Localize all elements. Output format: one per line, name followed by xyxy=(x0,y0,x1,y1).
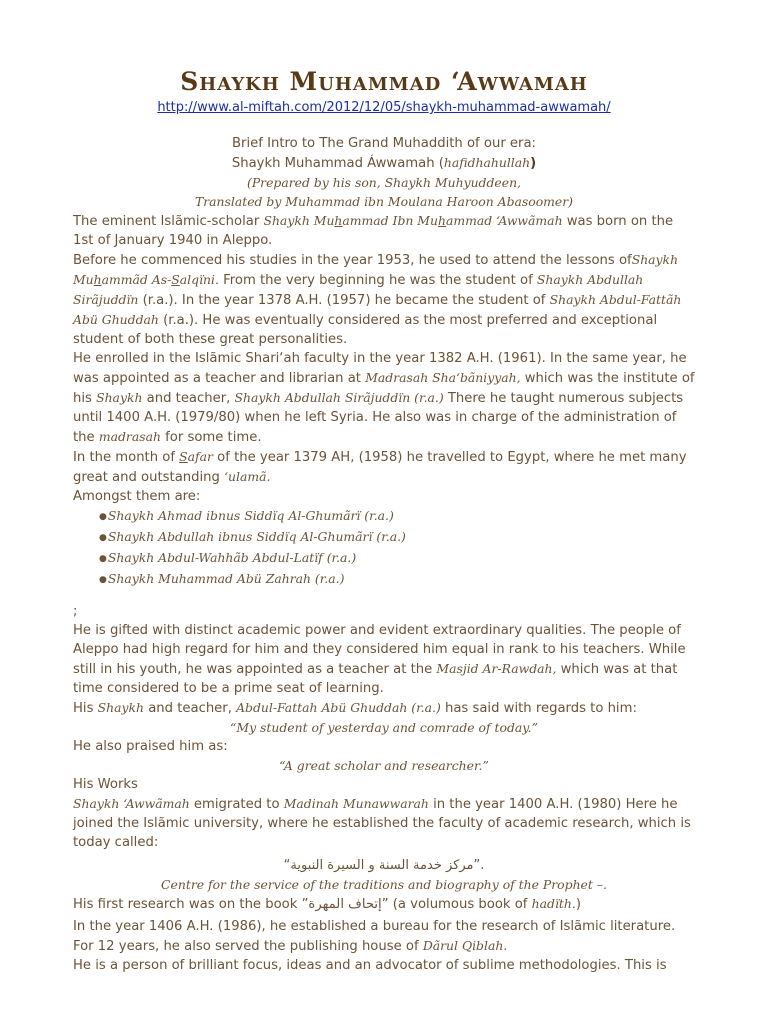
text-span: which was at that time considered to be a prime seat of learning. xyxy=(73,662,678,696)
semicolon-line: ; xyxy=(73,604,78,619)
scholar-name: Shaykh ‘Awwãmah xyxy=(73,796,190,811)
name-part: S xyxy=(171,272,180,287)
quote-comrade: “My student of yesterday and comrade of today.” xyxy=(230,720,538,735)
intro-name: Shaykh Muhammad Áwwamah ( xyxy=(231,156,444,171)
text-span: Before he commenced his studies in the year 1953, he used to attend the lessons of xyxy=(73,253,632,268)
text-span: ” (a volumous book of xyxy=(381,897,532,912)
paragraph-qualities xyxy=(73,621,695,698)
text-span: emigrated to xyxy=(189,797,284,812)
name-part: ammad Ibn Mu xyxy=(342,213,438,228)
teachers-list xyxy=(73,506,695,590)
text-span: (r.a.). He was eventually considered as the most preferred and exceptional student of both these great personalities. xyxy=(73,313,658,347)
intro-line-1: Brief Intro to The Grand Muhaddith of our era: xyxy=(232,136,536,151)
institute-name: Madrasah Sha‘bãniyyah, xyxy=(365,370,521,385)
text-span: There he taught numerous subjects until 1400 A.H. (1979/80) when he left Syria. He also was in charge of the administration of the xyxy=(73,391,684,445)
praised-line: He also praised him as: xyxy=(73,739,228,754)
intro-close-paren: ) xyxy=(530,156,537,171)
bullet-icon: ● xyxy=(99,512,107,522)
intro-line-3: (Prepared by his son, Shaykh Muhyuddeen, xyxy=(246,175,522,190)
paragraph-birth xyxy=(73,211,695,250)
intro-line-2 xyxy=(73,153,695,173)
italic-term: Shaykh xyxy=(97,700,145,715)
name-part: ammad ‘Awwãmah xyxy=(445,213,563,228)
bullet-icon: ● xyxy=(99,554,107,564)
teacher-name: Shaykh Ahmad ibnus Siddïq Al-Ghumãrï (r.a.) xyxy=(107,508,394,523)
teacher-name: Shaykh Abdul-Fattãh Abü Ghuddah xyxy=(73,292,682,327)
list-item xyxy=(99,548,695,569)
source-link[interactable]: http://www.al-miftah.com/2012/12/05/shaykh-muhammad-awwamah/ xyxy=(157,100,611,115)
text-span: and teacher, xyxy=(144,701,237,716)
intro-line-4: Translated by Muhammad ibn Moulana Haroon Abasoomer) xyxy=(194,194,574,209)
text-span: He is a person of brilliant focus, ideas and an advocator of sublime methodologies. This is xyxy=(73,958,667,973)
paragraph-enrollment xyxy=(73,349,695,447)
italic-term: Shaykh xyxy=(96,390,143,405)
centre-translation: Centre for the service of the traditions and biography of the Prophet –. xyxy=(161,877,607,892)
teacher-name: Shaykh Muhammad Abü Zahrah (r.a.) xyxy=(107,571,345,586)
teacher-name: Abdul-Fattah Abü Ghuddah (r.a.) xyxy=(236,700,441,715)
text-span: has said with regards to him: xyxy=(440,701,637,716)
text-span: His xyxy=(73,701,98,716)
name-part: Shaykh Mu xyxy=(73,252,679,287)
arabic-centre-name: “مركز خدمة السنة و السيرة النبوية”. xyxy=(283,858,485,873)
name-part: afar xyxy=(187,449,213,464)
paragraph-teacher-praise xyxy=(73,698,695,718)
text-span: From the very beginning he was the student of xyxy=(218,273,537,288)
paragraph-emigration xyxy=(73,794,695,852)
arabic-book-title: إتحاف المهرة xyxy=(308,897,382,912)
text-span: in the year 1400 A.H. (1980) Here he joined the Islãmic university, where he established the faculty of academic research, which is today called: xyxy=(73,797,691,850)
teacher-name: Shaykh Abdullah Sirãjuddïn xyxy=(73,272,644,307)
text-span: The eminent Islãmic-scholar xyxy=(73,214,264,229)
paragraph-first-research xyxy=(73,894,695,914)
quote-scholar: “A great scholar and researcher.” xyxy=(279,758,489,773)
text-span: of the year 1379 AH, (1958) he travelled to Egypt, where he met many great and outstanding xyxy=(73,450,687,485)
bullet-icon: ● xyxy=(99,533,107,543)
masjid-name: Masjid Ar-Rawdah, xyxy=(436,661,557,676)
text-span: (r.a.). In the year 1378 A.H. (1957) he became the student of xyxy=(138,293,550,308)
text-span: In the year 1406 A.H. (1986), he established a bureau for the research of Islãmic literature. For 12 years, he also served the publishing house of xyxy=(73,919,676,954)
intro-honorific: hafidhahullah xyxy=(443,155,531,170)
bullet-icon: ● xyxy=(99,575,107,585)
name-part: Shaykh Mu xyxy=(263,213,335,228)
paragraph-egypt xyxy=(73,447,695,506)
name-part: h xyxy=(334,213,343,228)
text-span: In the month of xyxy=(73,450,180,465)
italic-term: ‘ulamã. xyxy=(224,469,271,484)
paragraph-bureau xyxy=(73,917,695,975)
text-span: He is gifted with distinct academic power and evident extraordinary qualities. The people of Aleppo had high regard for him and they considered him equal in rank to his teachers. While still in his youth, he was appointed as a teacher at the xyxy=(73,623,686,677)
city-name: Madinah Munawwarah xyxy=(283,796,429,811)
name-part: h xyxy=(437,213,446,228)
scholar-name xyxy=(263,213,562,228)
text-span: His first research was on the book ” xyxy=(73,897,309,912)
list-item xyxy=(99,527,695,548)
list-item xyxy=(99,506,695,527)
text-span: ) xyxy=(575,897,581,912)
article-body xyxy=(73,64,695,975)
name-part: S xyxy=(179,449,188,464)
italic-term: hadïth. xyxy=(531,896,576,911)
teacher-name: Shaykh Abdullah ibnus Siddïq Al-Ghumãrï (r.a.) xyxy=(107,529,406,544)
italic-term: madrasah xyxy=(98,429,161,444)
name-part: alqïni. xyxy=(179,272,219,287)
name-part: h xyxy=(93,272,102,287)
text-span: Amongst them are: xyxy=(73,489,201,504)
text-span: for some time. xyxy=(160,430,262,445)
list-item xyxy=(99,569,695,590)
teacher-name: Shaykh Abdullah Sirãjuddïn (r.a.) xyxy=(234,390,444,405)
text-span: was born on the 1st of January 1940 in Aleppo. xyxy=(73,214,674,248)
text-span: and teacher, xyxy=(142,391,235,406)
teacher-name: Shaykh Abdul-Wahhãb Abdul-Latïf (r.a.) xyxy=(107,550,357,565)
section-heading-works: His Works xyxy=(73,777,138,792)
page-title: Shaykh Muhammad ‘Awwamah xyxy=(180,67,588,96)
month-name xyxy=(179,449,213,464)
paragraph-studies xyxy=(73,250,695,349)
name-part: ammãd As- xyxy=(101,272,172,287)
text-span: which was the institute of his xyxy=(73,371,695,406)
text-span: He enrolled in the Islãmic Shari‘ah faculty in the year 1382 A.H. (1961). In the same year, he was appointed as a teacher and librarian at xyxy=(73,351,687,386)
publisher-name: Dãrul Qiblah. xyxy=(422,938,508,953)
